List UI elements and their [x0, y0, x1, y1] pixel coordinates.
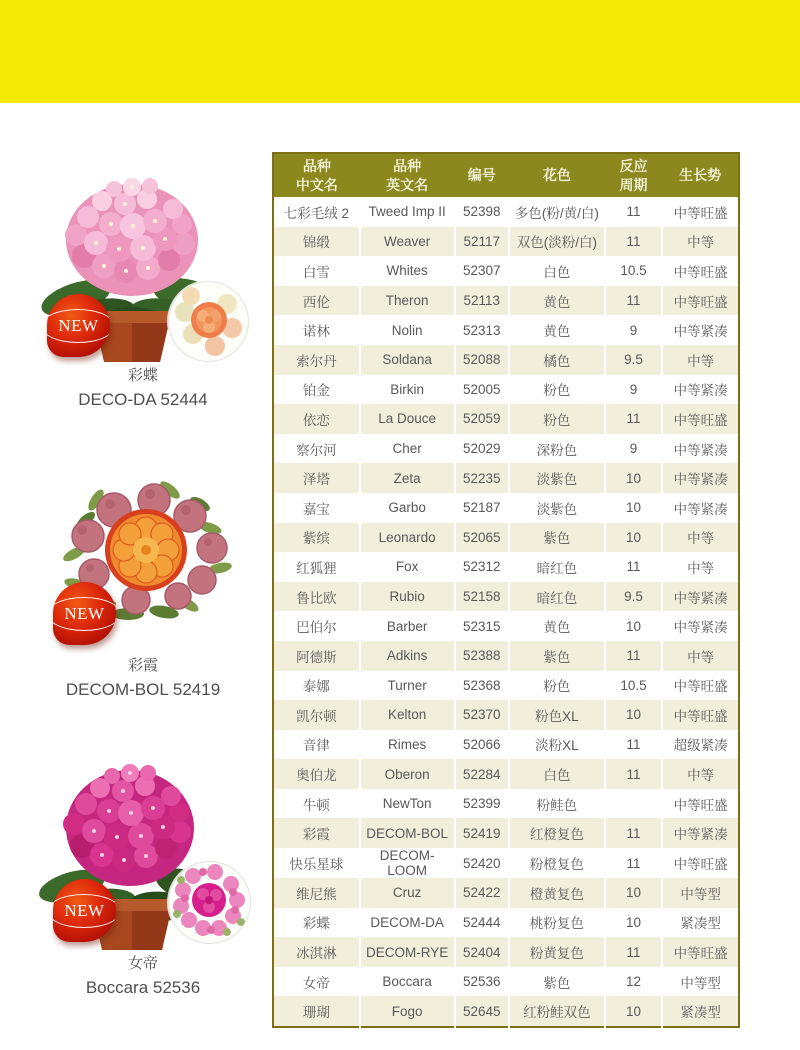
table-row — [273, 908, 739, 938]
table-cell: 52312 — [455, 552, 509, 582]
table-cell: 深粉色 — [509, 434, 605, 464]
table-cell: Weaver — [360, 227, 455, 257]
table-cell: 9.5 — [605, 345, 662, 375]
table-cell: 西伦 — [273, 286, 360, 316]
table-cell: 黄色 — [509, 611, 605, 641]
table-row — [273, 523, 739, 553]
table-cell: 桃粉复色 — [509, 908, 605, 938]
table-cell: 52645 — [455, 996, 509, 1027]
table-row — [273, 671, 739, 701]
table-cell: 11 — [605, 286, 662, 316]
table-cell: 10.5 — [605, 671, 662, 701]
table-cell: 紫缤 — [273, 523, 360, 553]
new-badge — [53, 879, 116, 942]
table-cell: 暗红色 — [509, 582, 605, 612]
table-cell: 紧凑型 — [662, 908, 739, 938]
table-cell: 阿德斯 — [273, 641, 360, 671]
table-cell: 52117 — [455, 227, 509, 257]
table-cell: 11 — [605, 197, 662, 227]
table-cell: 11 — [605, 937, 662, 967]
table-row — [273, 700, 739, 730]
table-cell: Barber — [360, 611, 455, 641]
product-name-cn: 彩霞 — [127, 657, 158, 674]
table-cell: La Douce — [360, 404, 455, 434]
table-cell: 白色 — [509, 759, 605, 789]
table-row — [273, 463, 739, 493]
table-cell: 52419 — [455, 818, 509, 848]
table-cell: 粉色 — [509, 671, 605, 701]
table-cell: Turner — [360, 671, 455, 701]
table-cell: 52284 — [455, 759, 509, 789]
table-cell: 52404 — [455, 937, 509, 967]
table-row — [273, 404, 739, 434]
table-cell: 淡紫色 — [509, 493, 605, 523]
table-cell: Cher — [360, 434, 455, 464]
table-cell: 中等紧凑 — [662, 582, 739, 612]
table-cell: 52113 — [455, 286, 509, 316]
table-cell: 52536 — [455, 967, 509, 997]
product-code: DECO-DA 52444 — [78, 390, 208, 409]
table-cell: 中等 — [662, 523, 739, 553]
table-cell: 维尼熊 — [273, 878, 360, 908]
table-cell: 双色(淡粉/白) — [509, 227, 605, 257]
table-cell: 52315 — [455, 611, 509, 641]
table-cell: 珊瑚 — [273, 996, 360, 1027]
table-cell: DECOM-BOL — [360, 818, 455, 848]
product-card-decom-bol — [32, 462, 254, 702]
table-cell: 暗红色 — [509, 552, 605, 582]
table-row — [273, 730, 739, 760]
col-header-code: 编号 — [455, 153, 509, 197]
table-cell: 9 — [605, 315, 662, 345]
table-cell: 牛顿 — [273, 789, 360, 819]
table-row — [273, 256, 739, 286]
table-row — [273, 375, 739, 405]
table-cell: 52368 — [455, 671, 509, 701]
table-cell: Theron — [360, 286, 455, 316]
table-cell: 黄色 — [509, 315, 605, 345]
table-cell: 中等紧凑 — [662, 818, 739, 848]
table-row — [273, 197, 739, 227]
table-cell: 52029 — [455, 434, 509, 464]
col-header-vigor: 生长势 — [662, 153, 739, 197]
table-cell: 11 — [605, 552, 662, 582]
table-cell: 中等旺盛 — [662, 197, 739, 227]
table-cell: 中等型 — [662, 967, 739, 997]
table-cell: 快乐星球 — [273, 848, 360, 878]
table-cell: 红粉鲑双色 — [509, 996, 605, 1027]
orange-flower-closeup-illustration — [169, 282, 248, 361]
table-cell: 嘉宝 — [273, 493, 360, 523]
table-cell: 彩霞 — [273, 818, 360, 848]
table-cell: 52066 — [455, 730, 509, 760]
table-cell: 中等旺盛 — [662, 789, 739, 819]
table-cell: 11 — [605, 730, 662, 760]
table-row — [273, 789, 739, 819]
table-cell: Fox — [360, 552, 455, 582]
product-card-boccara — [32, 758, 254, 1000]
col-header-response-period: 反应 周期 — [605, 153, 662, 197]
table-cell: 52399 — [455, 789, 509, 819]
table-cell: 紫色 — [509, 967, 605, 997]
table-cell: 铂金 — [273, 375, 360, 405]
table-cell: 11 — [605, 818, 662, 848]
table-cell: 中等旺盛 — [662, 256, 739, 286]
table-cell: 11 — [605, 759, 662, 789]
table-cell: 11 — [605, 641, 662, 671]
table-cell: 紫色 — [509, 641, 605, 671]
table-cell: 粉黄复色 — [509, 937, 605, 967]
table-cell: 冰淇淋 — [273, 937, 360, 967]
table-cell: 泰娜 — [273, 671, 360, 701]
table-cell: 52370 — [455, 700, 509, 730]
table-cell: 淡紫色 — [509, 463, 605, 493]
varieties-table — [272, 152, 740, 1028]
table-row — [273, 315, 739, 345]
flower-closeup-inset — [168, 281, 249, 362]
table-cell: 中等紧凑 — [662, 434, 739, 464]
table-body — [273, 197, 739, 1027]
table-cell: 红狐狸 — [273, 552, 360, 582]
table-row — [273, 996, 739, 1027]
table-cell: 中等旺盛 — [662, 848, 739, 878]
table-cell: Soldana — [360, 345, 455, 375]
table-cell: 52065 — [455, 523, 509, 553]
table-cell: Rubio — [360, 582, 455, 612]
table-cell: 索尔丹 — [273, 345, 360, 375]
table-cell: 52388 — [455, 641, 509, 671]
product-photo-magenta-kalanchoe — [32, 758, 254, 950]
table-cell: 巴伯尔 — [273, 611, 360, 641]
table-cell: Whites — [360, 256, 455, 286]
table-row — [273, 493, 739, 523]
table-cell: Birkin — [360, 375, 455, 405]
table-cell: 中等紧凑 — [662, 463, 739, 493]
magenta-flower-closeup-illustration — [169, 862, 250, 943]
table-cell: 9 — [605, 434, 662, 464]
table-cell: 奥伯龙 — [273, 759, 360, 789]
table-row — [273, 582, 739, 612]
table-cell — [605, 789, 662, 819]
new-badge-label: NEW — [58, 315, 99, 335]
table-cell: Fogo — [360, 996, 455, 1027]
table-cell: 粉色 — [509, 375, 605, 405]
table-cell: 52444 — [455, 908, 509, 938]
product-code: Boccara 52536 — [85, 978, 201, 997]
table-cell: 52235 — [455, 463, 509, 493]
table-cell: 七彩毛绒 2 — [273, 197, 360, 227]
product-photo-pink-kalanchoe — [32, 172, 254, 362]
table-cell: 52398 — [455, 197, 509, 227]
table-cell: 11 — [605, 848, 662, 878]
table-cell: 中等型 — [662, 878, 739, 908]
table-cell: Cruz — [360, 878, 455, 908]
table-cell: 泽塔 — [273, 463, 360, 493]
table-cell: 中等旺盛 — [662, 671, 739, 701]
table-cell: 紫色 — [509, 523, 605, 553]
table-cell: 淡粉XL — [509, 730, 605, 760]
table-row — [273, 611, 739, 641]
table-cell: DECOM-LOOM — [360, 848, 455, 878]
table-cell: Rimes — [360, 730, 455, 760]
table-row — [273, 227, 739, 257]
table-row — [273, 818, 739, 848]
table-row — [273, 552, 739, 582]
table-row — [273, 759, 739, 789]
col-header-name-cn: 品种 中文名 — [273, 153, 360, 197]
table-cell: 52158 — [455, 582, 509, 612]
product-code: DECOM-BOL 52419 — [65, 680, 221, 699]
table-cell: 11 — [605, 227, 662, 257]
table-cell: Zeta — [360, 463, 455, 493]
table-row — [273, 286, 739, 316]
flower-closeup-inset — [168, 861, 251, 944]
table-cell: 粉鲑色 — [509, 789, 605, 819]
table-cell: 10 — [605, 523, 662, 553]
table-cell: Boccara — [360, 967, 455, 997]
table-cell: 鲁比欧 — [273, 582, 360, 612]
table-cell: Adkins — [360, 641, 455, 671]
table-cell: Kelton — [360, 700, 455, 730]
table-cell: 52005 — [455, 375, 509, 405]
table-cell: 10 — [605, 700, 662, 730]
table-cell: 中等 — [662, 641, 739, 671]
table-cell: 10 — [605, 493, 662, 523]
table-cell: 彩蝶 — [273, 908, 360, 938]
table-cell: 中等 — [662, 227, 739, 257]
table-cell: 音律 — [273, 730, 360, 760]
table-cell: 橘色 — [509, 345, 605, 375]
table-row — [273, 345, 739, 375]
table-cell: 白雪 — [273, 256, 360, 286]
table-cell: 中等紧凑 — [662, 315, 739, 345]
table-cell: Nolin — [360, 315, 455, 345]
table-cell: Leonardo — [360, 523, 455, 553]
table-cell: 52307 — [455, 256, 509, 286]
table-cell: 中等旺盛 — [662, 404, 739, 434]
table-cell: 红橙复色 — [509, 818, 605, 848]
table-cell: 9 — [605, 375, 662, 405]
table-row — [273, 967, 739, 997]
table-cell: 中等紧凑 — [662, 493, 739, 523]
table-cell: 10 — [605, 908, 662, 938]
table-cell: 10 — [605, 463, 662, 493]
table-cell: 52422 — [455, 878, 509, 908]
table-header — [273, 153, 739, 197]
table-cell: 诺林 — [273, 315, 360, 345]
product-photo-orange-cluster — [32, 462, 254, 652]
table-row — [273, 641, 739, 671]
table-cell: 52059 — [455, 404, 509, 434]
table-cell: 橙黄复色 — [509, 878, 605, 908]
table-cell: 中等 — [662, 759, 739, 789]
table-cell: 紧凑型 — [662, 996, 739, 1027]
table-cell: 10.5 — [605, 256, 662, 286]
table-cell: 10 — [605, 878, 662, 908]
table-cell: 中等旺盛 — [662, 700, 739, 730]
table-cell: 多色(粉/黄/白) — [509, 197, 605, 227]
table-cell: Oberon — [360, 759, 455, 789]
table-cell: Tweed Imp II — [360, 197, 455, 227]
table-cell: 白色 — [509, 256, 605, 286]
table-cell: Garbo — [360, 493, 455, 523]
top-banner — [0, 0, 800, 103]
table-cell: 中等紧凑 — [662, 611, 739, 641]
table-cell: 察尔河 — [273, 434, 360, 464]
product-name-cn: 女帝 — [127, 955, 158, 972]
table-cell: DECOM-DA — [360, 908, 455, 938]
table-cell: 中等旺盛 — [662, 286, 739, 316]
col-header-name-en: 品种 英文名 — [360, 153, 455, 197]
table-cell: 中等 — [662, 552, 739, 582]
table-cell: 女帝 — [273, 967, 360, 997]
table-cell: 超级紧凑 — [662, 730, 739, 760]
table-cell: 中等 — [662, 345, 739, 375]
new-badge-label: NEW — [64, 603, 105, 623]
table-row — [273, 434, 739, 464]
table-row — [273, 937, 739, 967]
product-name-cn: 彩蝶 — [127, 367, 158, 384]
col-header-flower-color: 花色 — [509, 153, 605, 197]
new-badge — [53, 582, 116, 645]
table-cell: 粉色XL — [509, 700, 605, 730]
table-cell: 中等旺盛 — [662, 937, 739, 967]
table-cell: 依恋 — [273, 404, 360, 434]
table-row — [273, 878, 739, 908]
table-cell: 凯尔顿 — [273, 700, 360, 730]
product-card-deco-da — [32, 172, 254, 412]
table-cell: DECOM-RYE — [360, 937, 455, 967]
table-cell: 11 — [605, 404, 662, 434]
table-cell: 9.5 — [605, 582, 662, 612]
table-cell: 10 — [605, 611, 662, 641]
table-cell: 52420 — [455, 848, 509, 878]
table-cell: 粉橙复色 — [509, 848, 605, 878]
table-cell: 锦缎 — [273, 227, 360, 257]
table-cell: 52313 — [455, 315, 509, 345]
table-cell: 粉色 — [509, 404, 605, 434]
table-cell: 12 — [605, 967, 662, 997]
table-cell: 52187 — [455, 493, 509, 523]
table-cell: 中等紧凑 — [662, 375, 739, 405]
table-cell: 52088 — [455, 345, 509, 375]
table-cell: NewTon — [360, 789, 455, 819]
table-cell: 10 — [605, 996, 662, 1027]
table-cell: 黄色 — [509, 286, 605, 316]
new-badge — [47, 294, 110, 357]
new-badge-label: NEW — [64, 900, 105, 920]
table-row — [273, 848, 739, 878]
